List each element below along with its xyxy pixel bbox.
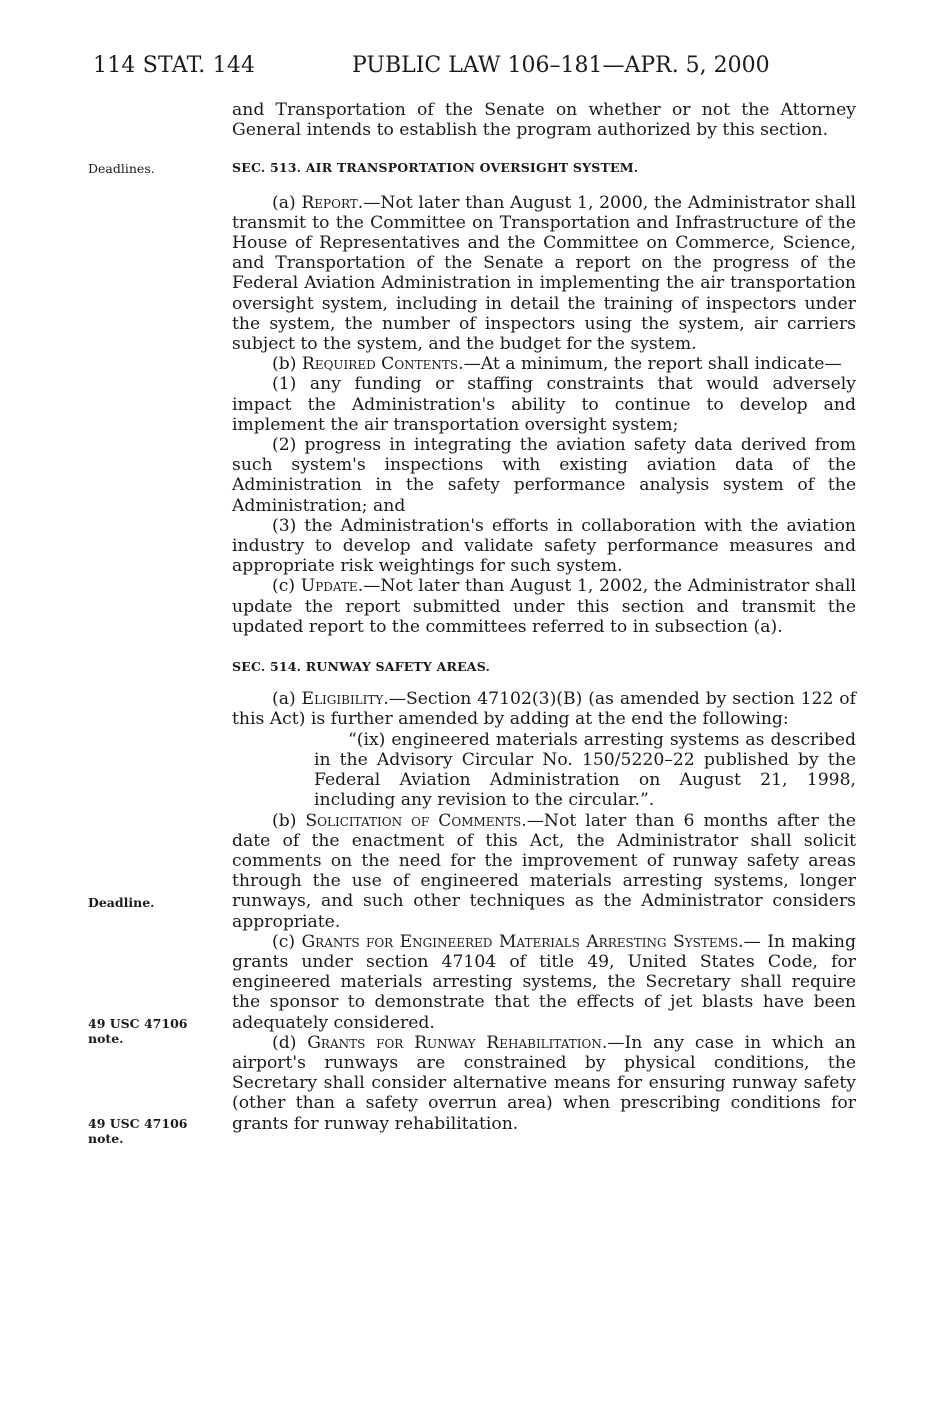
sec514-b-title: Solicitation of Comments xyxy=(305,810,522,831)
main-text-column xyxy=(232,100,856,1134)
sec513-subsection-b xyxy=(232,354,856,374)
margin-note-deadline: Deadline. xyxy=(88,895,155,910)
margin-note-usc-2 xyxy=(88,1116,187,1146)
sec514-subsection-b xyxy=(232,811,856,932)
sec513-c-text: .—Not later than August 1, 2002, the Administrator shall update the report submitted under this section and transmit the updated report to the committees referred to in subsection (a). xyxy=(232,576,856,637)
sec514-subsection-c xyxy=(232,932,856,1033)
sec514-b-text: .—Not later than 6 months after the date of the enactment of this Act, the Administrator shall solicit comments on the need for the improvement of runway safety areas through the use of engineered materials arresting systems, longer runways, and such other techniques as the Administrator considers appropriate. xyxy=(232,810,856,932)
sec513-subsection-a xyxy=(232,193,856,355)
sec513-c-label: (c) xyxy=(272,576,301,597)
sec513-item-2: (2) progress in integrating the aviation safety data derived from such system's inspections with existing aviation data of the Administration in the safety performance analysis system of the Administration; and xyxy=(232,435,856,516)
sec514-d-text: .—In any case in which an airport's runways are constrained by physical conditions, the Secretary shall consider alternative means for ensuring runway safety (other than a safety overrun area) when prescribing conditions for grants for runway rehabilitation. xyxy=(232,1032,856,1134)
sec513-a-title: Report xyxy=(301,192,358,213)
sec513-c-title: Update xyxy=(300,576,358,597)
margin-note-usc-1 xyxy=(88,1016,187,1046)
sec513-b-text: .—At a minimum, the report shall indicate— xyxy=(458,354,842,375)
sec514-c-text: .— In making grants under section 47104 of title 49, United States Code, for engineered materials arresting systems, the Secretary shall require the sponsor to demonstrate that the effects of jet blasts have been adequately considered. xyxy=(232,931,856,1033)
sec514-a-title: Eligibility xyxy=(301,689,384,710)
sec514-b-label: (b) xyxy=(272,810,306,831)
sec514-quoted-amendment: “(ix) engineered materials arresting systems as described in the Advisory Circular No. 150/5220–22 published by the Federal Aviation Administration on August 21, 1998, including any revision to the circular.”. xyxy=(314,729,856,811)
running-header-title: PUBLIC LAW 106–181—APR. 5, 2000 xyxy=(352,53,770,78)
sec513-a-text: .—Not later than August 1, 2000, the Administrator shall transmit to the Committee on Transportation and Infrastructure of the House of Representatives and the Committee on Commerce, Science, and Transportation of the Senate a report on the progress of the Federal Aviation Administration in implementing the air transportation oversight system, including in detail the training of inspectors under the system, the number of inspectors using the system, air carriers subject to the system, and the budget for the system. xyxy=(232,192,856,355)
sec513-b-title: Required Contents xyxy=(301,354,459,375)
margin-note-usc-2-line1: 49 USC 47106 xyxy=(88,1116,188,1131)
section-513-heading: SEC. 513. AIR TRANSPORTATION OVERSIGHT SYSTEM. xyxy=(232,160,639,176)
sec514-d-title: Grants for Runway Rehabilitation xyxy=(307,1032,602,1053)
section-514-heading: SEC. 514. RUNWAY SAFETY AREAS. xyxy=(232,659,491,675)
margin-note-usc-1-line1: 49 USC 47106 xyxy=(88,1016,188,1031)
sec513-b-label: (b) xyxy=(272,354,302,375)
sec514-c-title: Grants for Engineered Materials Arresting Systems xyxy=(301,931,739,952)
margin-note-usc-2-line2: note. xyxy=(88,1131,124,1146)
sec514-c-label: (c) xyxy=(272,931,302,952)
margin-note-deadlines: Deadlines. xyxy=(88,161,155,176)
sec513-subsection-c xyxy=(232,576,856,637)
sec514-d-label: (d) xyxy=(272,1032,308,1053)
sec514-a-text: .—Section 47102(3)(B) (as amended by section 122 of this Act) is further amended by adding at the end the following: xyxy=(232,689,856,730)
margin-note-usc-1-line2: note. xyxy=(88,1031,124,1046)
statute-page-number: 114 STAT. 144 xyxy=(93,53,256,78)
sec514-a-label: (a) xyxy=(272,689,302,710)
intro-paragraph: and Transportation of the Senate on whether or not the Attorney General intends to establish the program authorized by this section. xyxy=(232,100,856,141)
sec513-item-1: (1) any funding or staffing constraints that would adversely impact the Administration's ability to continue to develop and implement the air transportation oversight system; xyxy=(232,374,856,435)
sec513-a-label: (a) xyxy=(272,192,302,213)
sec514-subsection-d xyxy=(232,1033,856,1134)
sec513-item-3: (3) the Administration's efforts in collaboration with the aviation industry to develop and validate safety performance measures and appropriate risk weightings for such system. xyxy=(232,515,856,577)
sec514-subsection-a xyxy=(232,689,856,729)
